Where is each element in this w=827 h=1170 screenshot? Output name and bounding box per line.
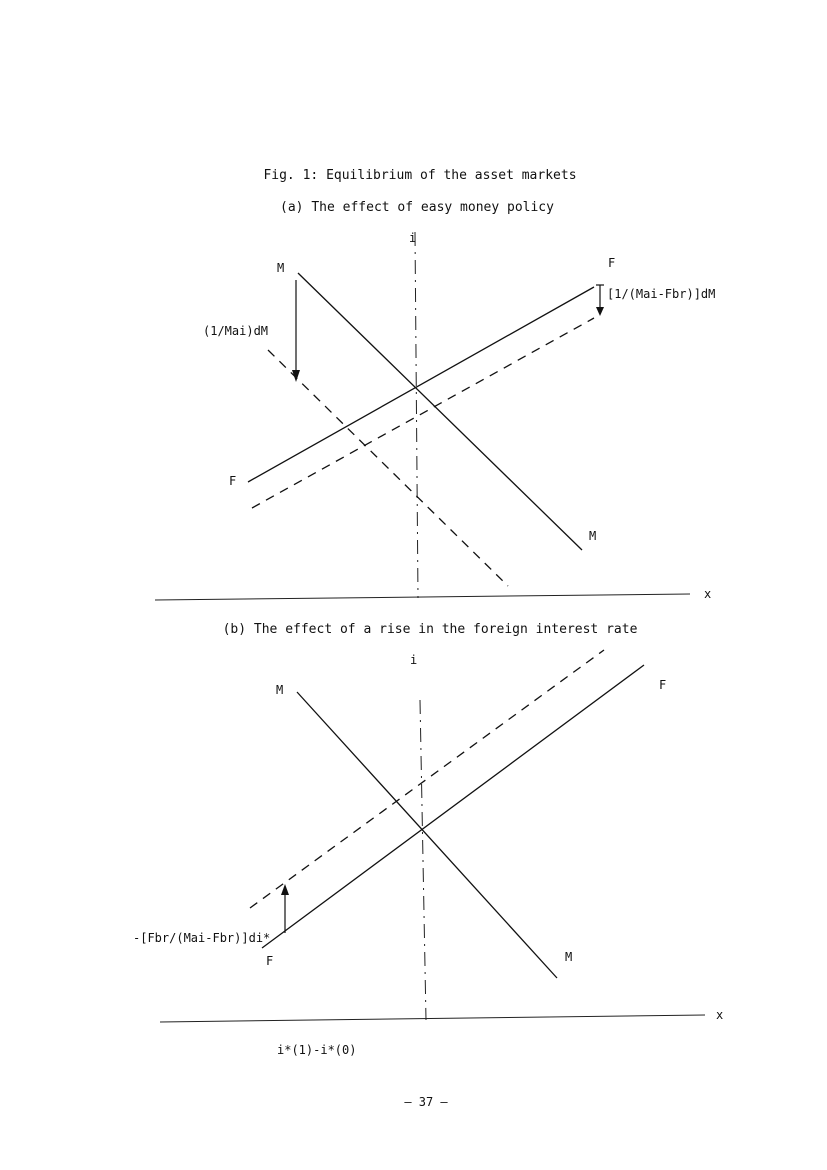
panel-b-x-axis-label: x [716, 1008, 724, 1022]
panel-b-money-label-top: M [276, 683, 284, 697]
panel-a-y-axis-label: i [409, 231, 417, 245]
panel-a-foreign-curve [248, 287, 594, 482]
panel-b-foreign-shift-label: -[Fbr/(Mai-Fbr)]di* [133, 931, 271, 945]
figure-title: Fig. 1: Equilibrium of the asset markets [263, 168, 577, 183]
panel-b-y-axis [420, 700, 426, 1020]
panel-b-foreign-shift-arrowhead [281, 884, 289, 895]
panel-a-foreign-curve-shifted [252, 318, 594, 508]
panel-a-money-shift-arrowhead [292, 370, 300, 382]
panel-a-money-curve-shifted [268, 350, 508, 586]
panel-b-x-axis [160, 1015, 705, 1022]
panel-b-foreign-curve-shifted [250, 650, 604, 908]
panel-b-money-curve [297, 692, 557, 978]
panel-b-y-axis-label: i [410, 653, 418, 667]
panel-b-foreign-curve [262, 665, 644, 948]
panel-a-money-curve [298, 273, 582, 550]
panel-a-foreign-shift-arrowhead [596, 307, 604, 316]
page-number: — 37 — [404, 1095, 448, 1109]
panel-a-x-axis [155, 594, 690, 600]
panel-a-money-label-top: M [277, 261, 285, 275]
panel-a-x-axis-label: x [704, 587, 712, 601]
panel-a-foreign-shift-label: [1/(Mai-Fbr)]dM [607, 287, 716, 301]
panel-a-y-axis [415, 232, 418, 598]
panel-b-subtitle: (b) The effect of a rise in the foreign interest rate [222, 622, 638, 637]
panel-b [133, 622, 723, 1057]
panel-a-foreign-label-bottom: F [229, 474, 237, 488]
panel-b-foreign-label-bottom: F [266, 954, 274, 968]
panel-a-money-label-bottom: M [589, 529, 597, 543]
panel-b-money-label-bottom: M [565, 950, 573, 964]
panel-a [155, 200, 715, 601]
panel-a-money-shift-label: (1/Mai)dM [203, 324, 269, 338]
panel-a-subtitle: (a) The effect of easy money policy [280, 200, 554, 215]
panel-b-foreign-label-top: F [659, 678, 667, 692]
panel-b-footnote: i*(1)-i*(0) [277, 1043, 357, 1057]
panel-a-foreign-label-top: F [608, 256, 616, 270]
